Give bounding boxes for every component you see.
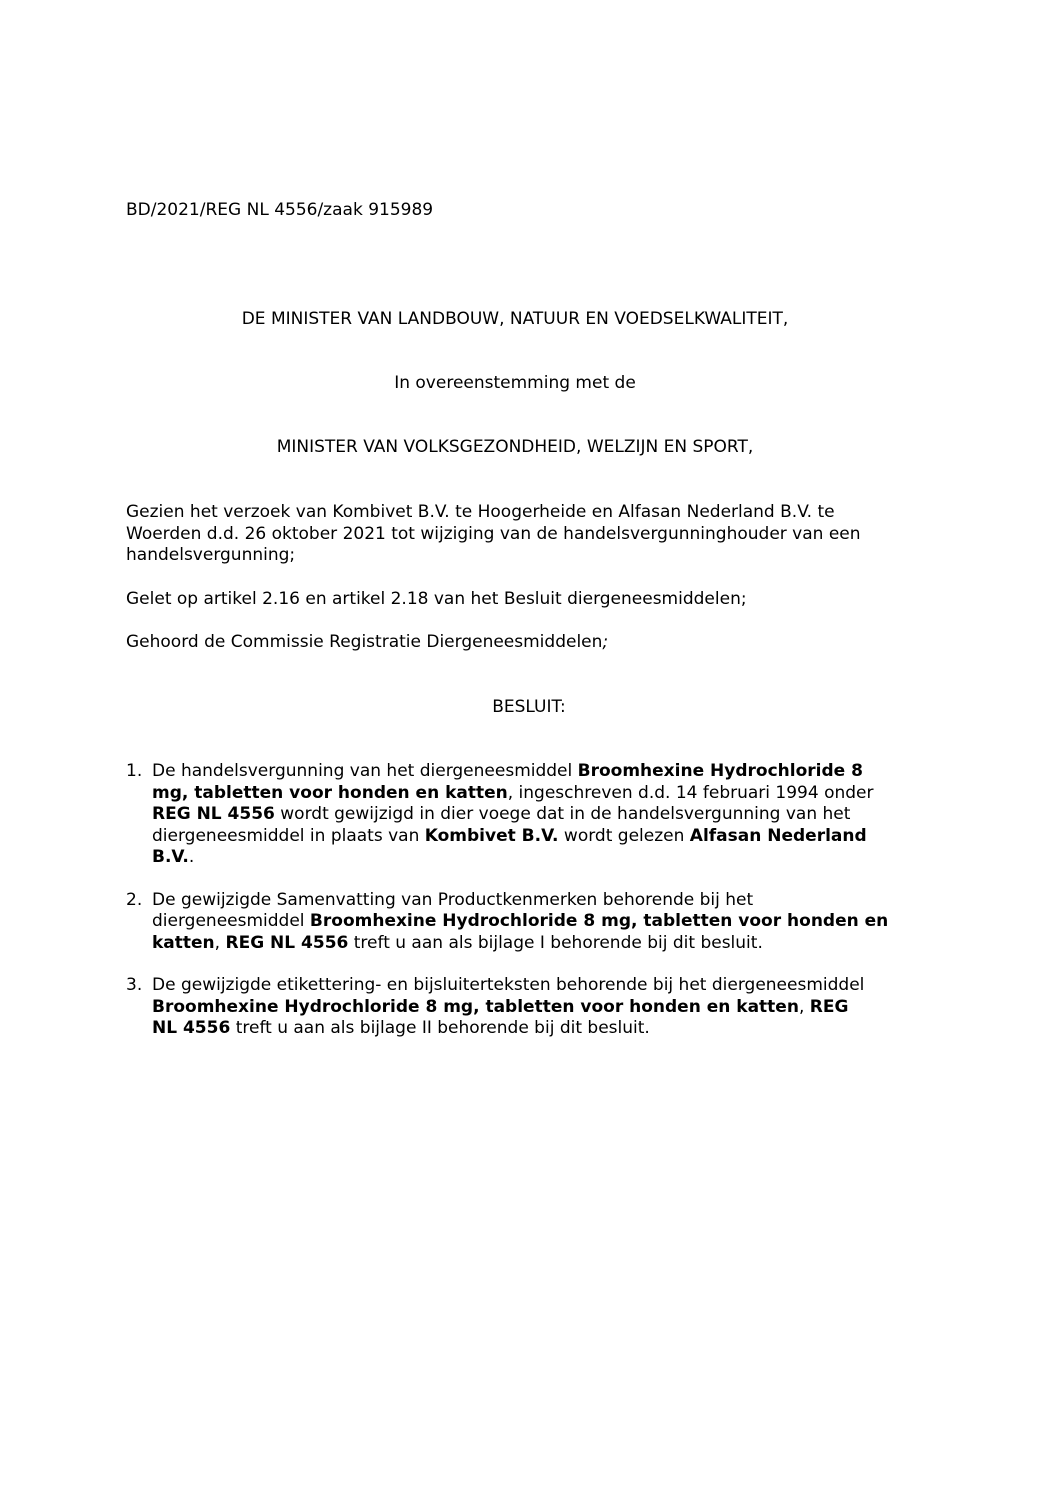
- decision-line: [152, 761, 926, 783]
- gezien-line: Woerden d.d. 26 oktober 2021 tot wijziging van de handelsvergunninghouder van een: [126, 523, 861, 544]
- decision-text: De gewijzigde Samenvatting van Productkenmerken behorende bij het: [152, 889, 754, 910]
- decision-line: [152, 804, 926, 826]
- decision-text: treft u aan als bijlage II behorende bij dit besluit.: [230, 1018, 650, 1038]
- gelet-paragraph: Gelet op artikel 2.16 en artikel 2.18 van het Besluit diergeneesmiddelen;: [126, 589, 747, 609]
- gehoord-paragraph: [126, 632, 916, 654]
- decision-bold-text: REG: [809, 996, 849, 1017]
- decision-item: [126, 975, 926, 1040]
- decision-text: wordt gelezen: [558, 825, 690, 846]
- gezien-line: handelsvergunning;: [126, 545, 296, 565]
- gezien-line: Gezien het verzoek van Kombivet B.V. te Hoogerheide en Alfasan Nederland B.V. te: [126, 502, 835, 522]
- decision-item: [126, 761, 926, 869]
- minister2-heading: MINISTER VAN VOLKSGEZONDHEID, WELZIJN EN SPORT,: [276, 437, 754, 457]
- decision-line: [152, 911, 926, 933]
- decision-bold-text: Alfasan Nederland: [689, 825, 867, 846]
- decision-list: [126, 761, 926, 1040]
- decision-bold-text: mg, tabletten voor honden en katten: [152, 782, 508, 803]
- decision-bold-text: NL 4556: [152, 1018, 231, 1038]
- decision-bold-text: REG NL 4556: [152, 804, 275, 824]
- decision-line: [152, 997, 926, 1019]
- decision-text: De handelsvergunning van het diergeneesmiddel: [152, 761, 578, 781]
- decision-bold-text: REG NL 4556: [225, 932, 349, 953]
- decision-bold-text: Broomhexine Hydrochloride 8 mg, tabletten voor honden en katten: [152, 996, 799, 1017]
- besluit-title: BESLUIT:: [492, 697, 566, 717]
- decision-number: 3.: [126, 975, 143, 995]
- decision-bold-text: Broomhexine Hydrochloride 8 mg, tabletten voor honden en: [309, 911, 889, 931]
- gehoord-text: Gehoord de Commissie Registratie Diergeneesmiddelen: [126, 632, 603, 652]
- decision-line: [152, 890, 926, 912]
- decision-bold-text: B.V.: [152, 847, 189, 867]
- decision-bold-text: katten: [152, 932, 215, 953]
- decision-text: , ingeschreven d.d. 14 februari 1994 onder: [507, 782, 874, 803]
- decision-number: 2.: [126, 889, 143, 910]
- decision-line: [152, 826, 926, 848]
- decision-line: [152, 847, 926, 869]
- decision-bold-text: Broomhexine Hydrochloride 8: [577, 761, 863, 781]
- decision-text: treft u aan als bijlage I behorende bij dit besluit.: [348, 932, 763, 953]
- reference-number: BD/2021/REG NL 4556/zaak 915989: [126, 200, 434, 220]
- decision-text: ,: [798, 996, 810, 1017]
- decision-number: 1.: [126, 761, 143, 781]
- decision-line: [152, 1018, 926, 1040]
- decision-text: De gewijzigde etikettering- en bijsluiterteksten behorende bij het diergeneesmiddel: [152, 975, 865, 995]
- minister-heading: DE MINISTER VAN LANDBOUW, NATUUR EN VOEDSELKWALITEIT,: [241, 309, 789, 329]
- decision-text: ,: [214, 932, 226, 953]
- decision-text: diergeneesmiddel in plaats van: [152, 825, 425, 846]
- decision-text: wordt gewijzigd in dier voege dat in de handelsvergunning van het: [274, 804, 851, 824]
- gezien-paragraph: [126, 502, 916, 567]
- gehoord-end: ;: [602, 632, 609, 652]
- decision-line: [152, 783, 926, 805]
- decision-line: [152, 933, 926, 955]
- decision-text: .: [188, 847, 195, 867]
- decision-item: [126, 890, 926, 955]
- agreement-line: In overeenstemming met de: [394, 373, 636, 393]
- decision-bold-text: Kombivet B.V.: [424, 825, 559, 846]
- decision-line: [152, 975, 926, 997]
- decision-text: diergeneesmiddel: [152, 911, 310, 931]
